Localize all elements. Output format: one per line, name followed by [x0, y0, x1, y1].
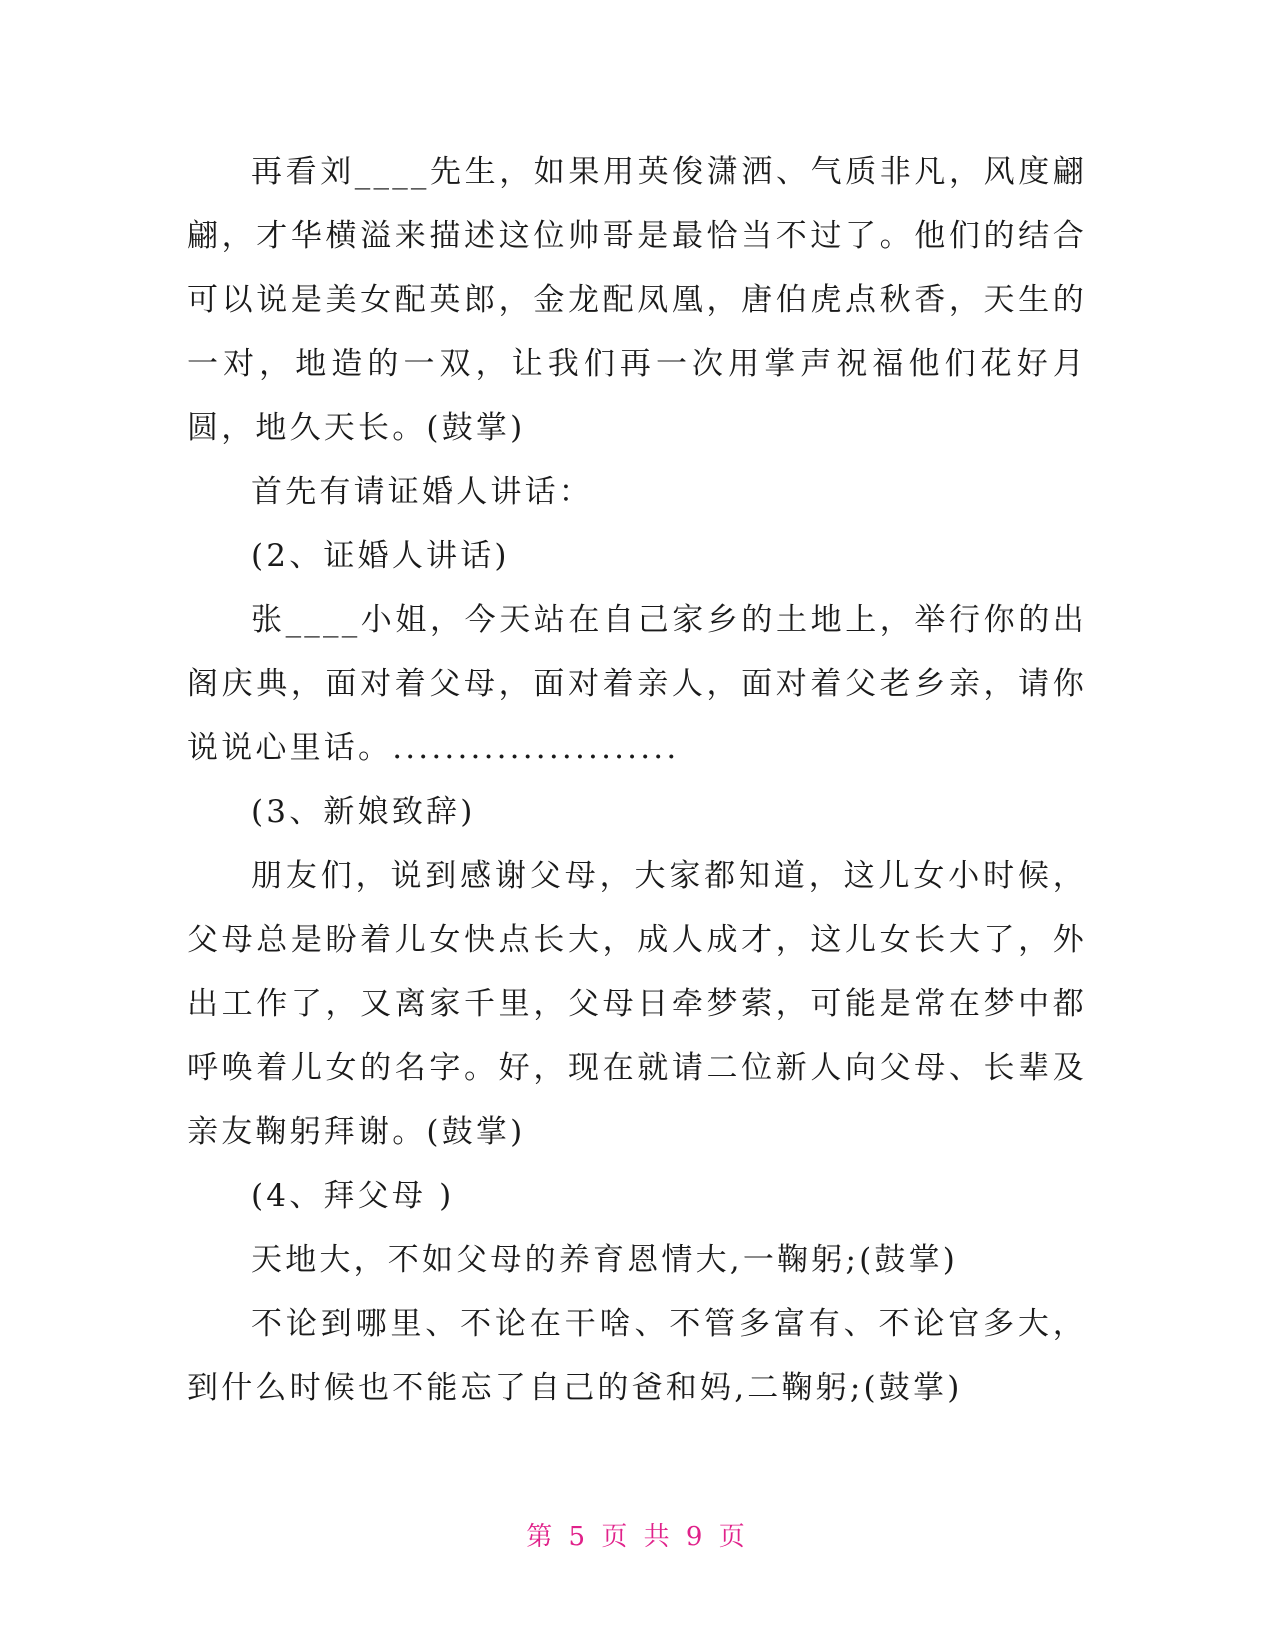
paragraph-thank-parents: 朋友们，说到感谢父母，大家都知道，这儿女小时候，父母总是盼着儿女快点长大，成人成才，这儿女长大了，外出工作了，又离家千里，父母日牵梦萦，可能是常在梦中都呼唤着儿女的名字。好，现在就请二位新人向父母、长辈及亲友鞠躬拜谢。(鼓掌): [187, 858, 1087, 1150]
section-heading-witness-speech: (2、证婚人讲话): [251, 538, 510, 574]
paragraph-first-bow: 天地大，不如父母的养育恩情大,一鞠躬;(鼓掌): [251, 1242, 959, 1278]
paragraph-bride-address: 张____小姐，今天站在自己家乡的土地上，举行你的出阁庆典，面对着父母，面对着亲人，面对着父老乡亲，请你说说心里话。......................: [187, 602, 1087, 766]
section-heading-bride-speech: (3、新娘致辞): [251, 794, 476, 830]
section-heading-bow-to-parents: (4、拜父母 ): [251, 1178, 455, 1214]
paragraph-witness-invite: 首先有请证婚人讲话：: [251, 474, 593, 510]
paragraph-groom-praise: 再看刘____先生，如果用英俊潇洒、气质非凡，风度翩翩，才华横溢来描述这位帅哥是最恰当不过了。他们的结合可以说是美女配英郎，金龙配凤凰，唐伯虎点秋香，天生的一对，地造的一双，让我们再一次用掌声祝福他们花好月圆，地久天长。(鼓掌): [187, 154, 1087, 446]
document-body: [187, 140, 1087, 1420]
paragraph-second-bow: 不论到哪里、不论在干啥、不管多富有、不论官多大，到什么时候也不能忘了自己的爸和妈,二鞠躬;(鼓掌): [187, 1306, 1087, 1406]
page-number-footer: 第 5 页 共 9 页: [526, 1522, 749, 1552]
